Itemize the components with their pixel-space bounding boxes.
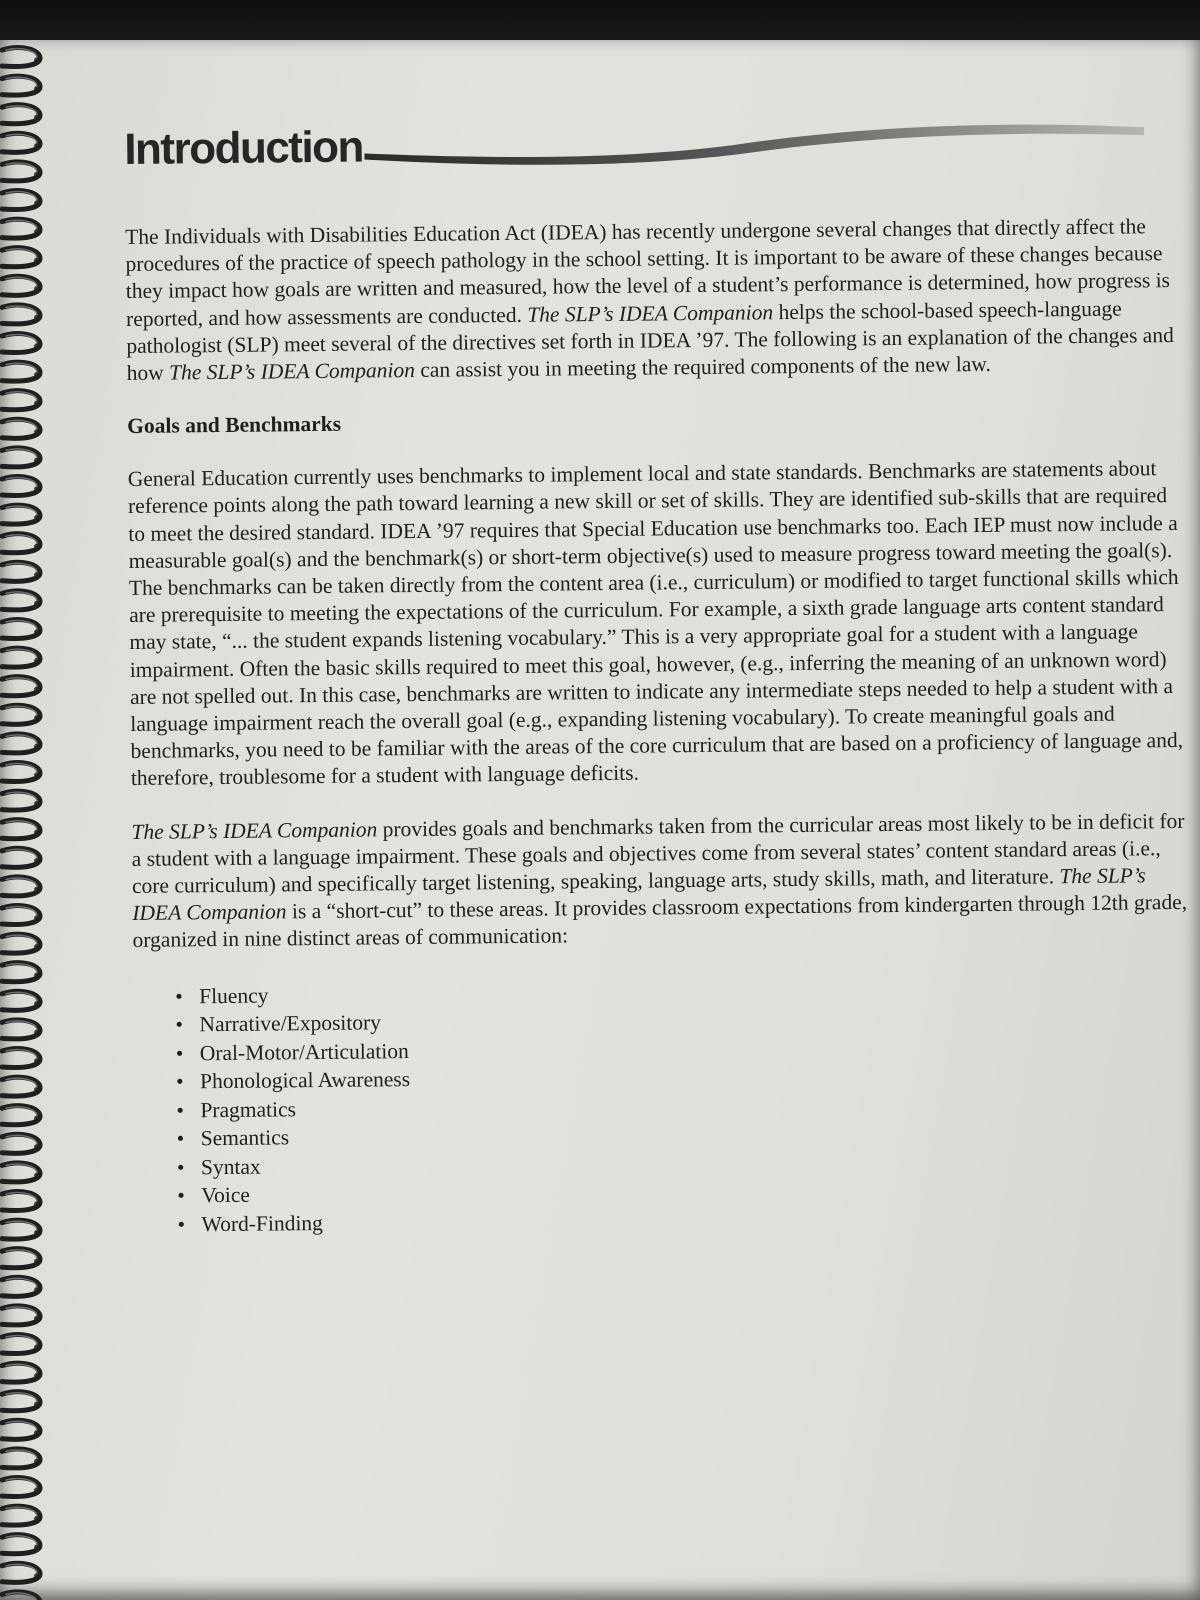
spiral-coil-icon xyxy=(2,705,42,724)
spiral-coil-icon xyxy=(2,477,42,496)
bullet-icon: • xyxy=(176,1126,185,1151)
spiral-coil-icon xyxy=(2,562,42,581)
book-page xyxy=(0,40,1200,1600)
heading-row xyxy=(124,109,1185,180)
title-swoosh-decoration xyxy=(364,109,1145,177)
list-item-label: Phonological Awareness xyxy=(199,1067,411,1094)
spiral-coil-icon xyxy=(2,791,42,810)
spiral-coil-icon xyxy=(2,734,42,753)
bullet-icon: • xyxy=(175,1069,184,1094)
spiral-coil-icon xyxy=(2,334,42,353)
spiral-coil-icon xyxy=(2,1106,42,1125)
spiral-coil-icon xyxy=(2,934,42,953)
paragraph-text: can assist you in meeting the required components of the new law. xyxy=(414,351,991,382)
spiral-coil-icon xyxy=(2,1363,42,1382)
spiral-binding xyxy=(0,40,60,1600)
page-title: Introduction xyxy=(124,122,364,174)
spiral-coil-icon xyxy=(2,1563,42,1582)
spiral-coil-icon xyxy=(2,105,42,124)
spiral-coil-icon xyxy=(2,1478,42,1497)
book-title-text: The SLP’s IDEA Companion xyxy=(132,863,1146,926)
list-item-label: Fluency xyxy=(199,983,269,1008)
spiral-coil-icon xyxy=(2,1306,42,1325)
paragraph-text: provides goals and benchmarks taken from the curricular areas most likely to be in deficit for a student with a language impairment. These goals and objectives come from several states’ content standard areas (i.e., core curriculum) and specifically target listening, speaking, language arts, study skills, math, and literature. xyxy=(131,808,1185,899)
spiral-coil-icon xyxy=(2,820,42,839)
list-item-label: Syntax xyxy=(200,1154,261,1179)
list-item-label: Narrative/Expository xyxy=(199,1010,382,1037)
book-title-text: The SLP’s IDEA Companion xyxy=(168,357,416,385)
spiral-coil-icon xyxy=(2,48,42,67)
list-item-label: Pragmatics xyxy=(200,1096,297,1122)
spiral-coil-icon xyxy=(2,648,42,667)
communication-areas-list xyxy=(175,972,1196,1239)
spiral-coil-icon xyxy=(2,1192,42,1211)
bullet-icon: • xyxy=(175,984,183,1009)
spiral-coil-icon xyxy=(2,505,42,524)
spiral-coil-icon xyxy=(2,620,42,639)
spiral-coil-icon xyxy=(2,391,42,410)
goals-paragraph: General Education currently uses benchmarks to implement local and state standards. Benchmarks are statements about reference points along the path toward learning a new skill or set of skills. They are identified sub-skills that are required to meet the desired standard. IDEA ’97 requires that Special Education use benchmarks too. Each IEP must now include a measurable goal(s) and the benchmark(s) or short-term objective(s) used to measure progress toward meeting the goal(s). The benchmarks can be taken directly from the content area (i.e., curriculum) or modified to target functional skills which are prerequisite to meeting the expectations of the curriculum. For example, a sixth grade language arts content standard may state, “... the student expands listening vocabulary.” This is a very appropriate goal for a student with a language impairment. Often the basic skills required to meet this goal, however, (e.g., inferring the meaning of an unknown word) are not spelled out. In this case, benchmarks are written to indicate any intermediate steps needed to help a student with a language impairment reach the overall goal (e.g., expanding listening vocabulary). To create meaningful goals and benchmarks, you need to be familiar with the areas of the core curriculum that are based on a proficiency of language and, therefore, troublesome for a student with language deficits. xyxy=(127,456,1184,791)
paragraph-text: The Individuals with Disabilities Education Act (IDEA) has recently undergone several changes that directly affect the procedures of the practice of speech pathology in the school setting. It is important to be aware of these changes because they impact how goals are written and measured, how the level of a student’s performance is determined, how progress is reported, and how assessments are conducted. xyxy=(125,214,1171,331)
spiral-coil-icon xyxy=(2,1392,42,1411)
bullet-icon: • xyxy=(176,1155,185,1180)
spiral-coil-icon xyxy=(2,1163,42,1182)
spiral-coil-icon xyxy=(2,448,42,467)
bullet-icon: • xyxy=(176,1098,185,1123)
spiral-coil-icon xyxy=(2,1220,42,1239)
spiral-coil-icon xyxy=(2,1020,42,1039)
spiral-coil-icon xyxy=(2,991,42,1010)
bullet-icon: • xyxy=(175,1012,184,1037)
bullet-icon: • xyxy=(177,1183,185,1208)
spiral-coil-icon xyxy=(2,1134,42,1153)
spiral-coil-icon xyxy=(2,419,42,438)
list-item-label: Voice xyxy=(201,1182,250,1208)
spiral-coil-icon xyxy=(2,1420,42,1439)
page-content xyxy=(124,109,1196,1239)
list-item-label: Semantics xyxy=(200,1125,290,1151)
spiral-coil-icon xyxy=(2,162,42,181)
spiral-coil-icon xyxy=(2,763,42,782)
spiral-coil-icon xyxy=(2,877,42,896)
spiral-coil-icon xyxy=(2,534,42,553)
list-item-label: Oral-Motor/Articulation xyxy=(199,1038,409,1065)
bullet-icon: • xyxy=(177,1212,186,1237)
paragraph-text: helps the school-based speech-language pathologist (SLP) meet several of the directives set forth in IDEA ’97. The following is an explanation of the changes and how xyxy=(126,296,1174,386)
list-item-label: Word-Finding xyxy=(201,1210,323,1236)
spiral-coil-icon xyxy=(2,1592,42,1600)
spiral-coil-icon xyxy=(2,276,42,295)
spiral-coil-icon xyxy=(2,1249,42,1268)
paragraph-text: is a “short-cut” to these areas. It provides classroom expectations from kindergarten through 12th grade, organized in nine distinct areas of communication: xyxy=(132,890,1188,953)
spiral-coil-icon xyxy=(2,191,42,210)
spiral-coil-icon xyxy=(2,963,42,982)
spiral-coil-icon xyxy=(2,1535,42,1554)
spiral-coil-icon xyxy=(2,848,42,867)
bullet-icon: • xyxy=(175,1041,184,1066)
spiral-coil-icon xyxy=(2,133,42,152)
spiral-coil-icon xyxy=(2,1277,42,1296)
spiral-coil-icon xyxy=(2,76,42,95)
book-title-text: The SLP’s IDEA Companion xyxy=(527,299,774,327)
section-heading-goals-and-benchmarks: Goals and Benchmarks xyxy=(127,411,342,439)
intro-paragraph xyxy=(125,213,1187,387)
spiral-coil-icon xyxy=(2,1077,42,1096)
companion-paragraph xyxy=(131,808,1192,955)
book-title-text: The SLP’s IDEA Companion xyxy=(131,817,378,844)
spiral-coil-icon xyxy=(2,1049,42,1068)
spiral-coil-icon xyxy=(2,677,42,696)
spiral-coil-icon xyxy=(2,906,42,925)
spiral-coil-icon xyxy=(2,591,42,610)
spiral-coil-icon xyxy=(2,1335,42,1354)
spiral-coil-icon xyxy=(2,1449,42,1468)
spiral-coil-icon xyxy=(2,219,42,238)
spiral-coil-icon xyxy=(2,1506,42,1525)
spiral-coil-icon xyxy=(2,305,42,324)
spiral-coil-icon xyxy=(2,362,42,381)
spiral-coil-icon xyxy=(2,248,42,267)
